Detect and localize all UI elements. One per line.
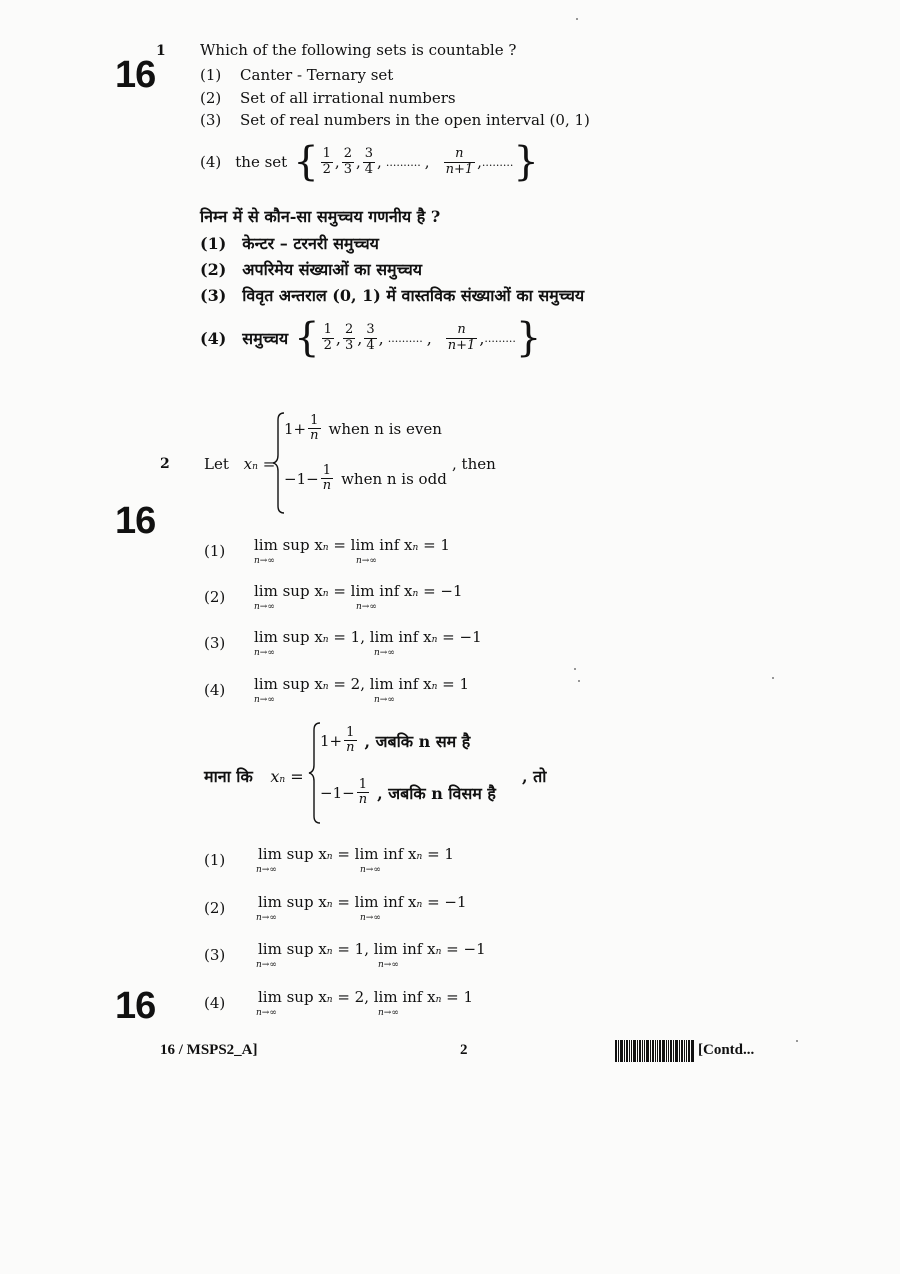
- q2-option-4: (4) lim sup xn = 2, lim inf xn = 1: [204, 675, 470, 699]
- scan-speck: [574, 668, 576, 670]
- right-brace: }: [513, 139, 539, 185]
- margin-mark-top: 16: [115, 54, 156, 96]
- set-fraction: $\frac{3}{4}$: [364, 146, 374, 177]
- piecewise-case-odd: −1− $\frac{1}{n}$ when n is odd: [284, 463, 447, 494]
- page-number: 2: [460, 1042, 468, 1058]
- q1-hindi-option-1: (1) केन्टर – टरनरी समुच्चय: [200, 234, 379, 253]
- piecewise-case-odd-hindi: −1− $\frac{1}{n}$ , जबकि n विसम है: [320, 777, 496, 808]
- limit-subscript: n→∞: [378, 1008, 399, 1018]
- set-general-term: $\frac{n}{n+1}$: [447, 322, 476, 353]
- q2-option-3: (3) lim sup xn = 1, lim inf xn = −1: [204, 628, 482, 652]
- set-fraction: $\frac{2}{3}$: [343, 146, 352, 177]
- right-brace: }: [515, 315, 542, 361]
- question-2-hindi-let: माना कि xn =: [204, 767, 304, 786]
- scan-speck: [576, 18, 578, 20]
- piecewise-case-even: 1+ $\frac{1}{n}$ when n is even: [284, 413, 442, 444]
- limit-subscript: n→∞: [254, 695, 275, 705]
- limit-subscript: n→∞: [254, 648, 275, 658]
- limit-subscript: n→∞: [374, 648, 395, 658]
- set-fraction: $\frac{1}{2}$: [323, 322, 332, 353]
- q2-hindi-option-3: (3) lim sup xn = 1, lim inf xn = −1: [204, 940, 486, 964]
- q2-hindi-option-1: (1) lim sup xn = lim inf xn = 1: [204, 845, 454, 869]
- left-brace: {: [294, 315, 320, 361]
- limit-subscript: n→∞: [256, 913, 277, 923]
- q1-option-4: (4) the set { $\frac{1}{2}$ , $\frac{2}{3}$ , $\frac{3}{4}$ , .......... , $\frac{n}{n+1}$ , ......... }: [200, 139, 539, 185]
- limit-subscript: n→∞: [356, 556, 377, 566]
- set-general-term: $\frac{n}{n+1}$: [445, 146, 474, 177]
- limit-subscript: n→∞: [360, 865, 381, 875]
- q1-hindi-option-3: (3) विवृत अन्तराल (0, 1) में वास्तविक संख्याओं का समुच्चय: [200, 286, 585, 305]
- q2-option-2: (2) lim sup xn = lim inf xn = −1: [204, 582, 463, 606]
- limit-subscript: n→∞: [374, 695, 395, 705]
- q1-hindi-option-2: (2) अपरिमेय संख्याओं का समुच्चय: [200, 260, 423, 279]
- margin-mark-bottom: 16: [115, 985, 156, 1027]
- piecewise-case-even-hindi: 1+ $\frac{1}{n}$ , जबकि n सम है: [320, 725, 471, 756]
- barcode: [615, 1040, 695, 1062]
- q1-option-2: (2) Set of all irrational numbers: [200, 89, 456, 107]
- q1-option-3: (3) Set of real numbers in the open interval (0, 1): [200, 111, 590, 129]
- q2-hindi-option-2: (2) lim sup xn = lim inf xn = −1: [204, 893, 467, 917]
- paper-code: 16 / MSPS2_A]: [160, 1042, 258, 1058]
- limit-subscript: n→∞: [356, 602, 377, 612]
- q2-hindi-option-4: (4) lim sup xn = 2, lim inf xn = 1: [204, 988, 474, 1012]
- q2-option-1: (1) lim sup xn = lim inf xn = 1: [204, 536, 450, 560]
- scan-speck: [796, 1040, 798, 1042]
- limit-subscript: n→∞: [360, 913, 381, 923]
- limit-subscript: n→∞: [256, 960, 277, 970]
- limit-subscript: n→∞: [256, 1008, 277, 1018]
- question-2-then: , then: [452, 455, 496, 473]
- question-1-hindi-text: निम्न में से कौन-सा समुच्चय गणनीय है ?: [200, 207, 441, 226]
- margin-mark-middle: 16: [115, 500, 156, 542]
- q1-option-1: (1) Canter - Ternary set: [200, 66, 394, 84]
- continued-label: [Contd...: [698, 1042, 755, 1058]
- limit-subscript: n→∞: [378, 960, 399, 970]
- set-fraction: $\frac{1}{2}$: [322, 146, 331, 177]
- limit-subscript: n→∞: [254, 556, 275, 566]
- question-2-hindi-then: , तो: [522, 767, 547, 786]
- question-2-number: 2: [160, 456, 170, 472]
- question-2-let: Let xn =: [204, 455, 276, 473]
- limit-subscript: n→∞: [256, 865, 277, 875]
- question-1-text: Which of the following sets is countable ?: [200, 41, 517, 59]
- scan-speck: [578, 680, 580, 682]
- q1-hindi-option-4: (4) समुच्चय { $\frac{1}{2}$ , $\frac{2}{3}$ , $\frac{3}{4}$ , .......... , $\frac{n}{n+1}$ , ......... }: [200, 315, 542, 361]
- scan-speck: [772, 677, 774, 679]
- question-1-number: 1: [156, 43, 166, 59]
- set-fraction: $\frac{2}{3}$: [344, 322, 354, 353]
- left-brace: {: [293, 139, 319, 185]
- set-fraction: $\frac{3}{4}$: [366, 322, 375, 353]
- limit-subscript: n→∞: [254, 602, 275, 612]
